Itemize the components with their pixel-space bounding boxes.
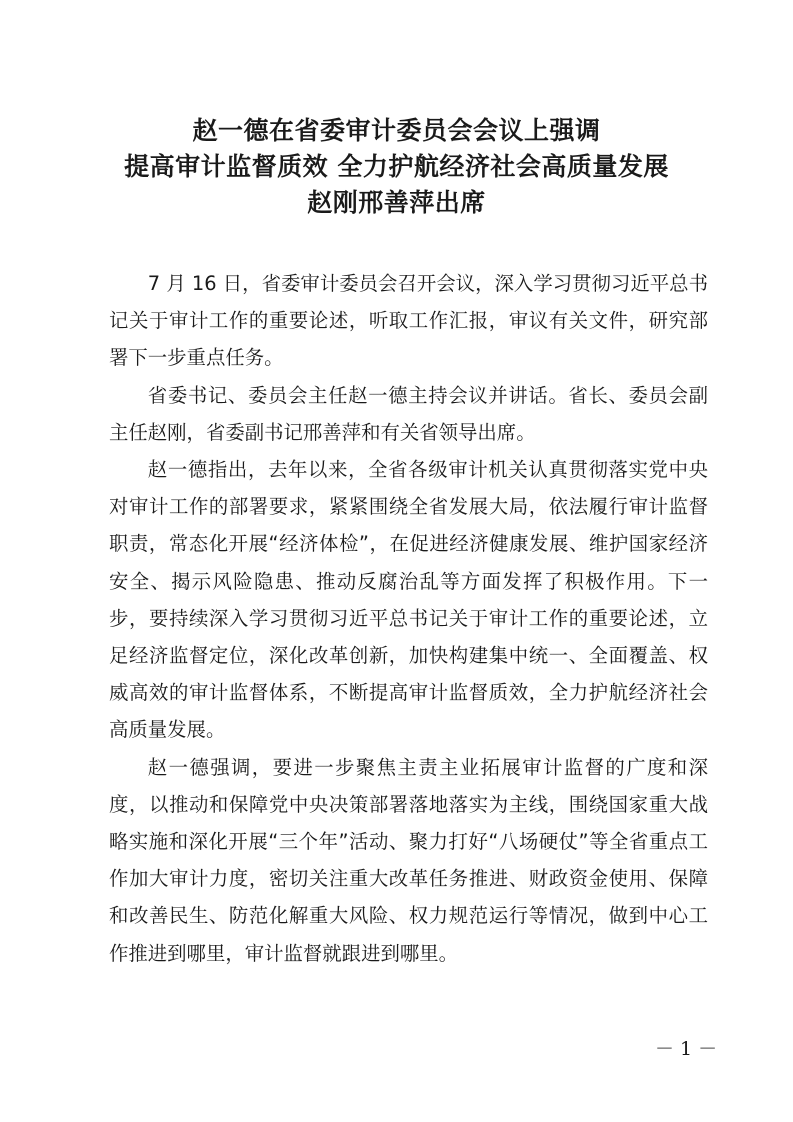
document-body [109, 265, 708, 972]
body-paragraph-4: 赵一德强调，要进一步聚焦主责主业拓展审计监督的广度和深度，以推动和保障党中央决策部署落地落实为主线，围绕国家重大战略实施和深化开展“三个年”活动、聚力打好“八场硬仗”等全省重点工作加大审计力度，密切关注重大改革任务推进、财政资金使用、保障和改善民生、防范化解重大风险、权力规范运行等情况，做到中心工作推进到哪里，审计监督就跟进到哪里。 [109, 755, 708, 965]
body-paragraph-1: 7 月 16 日，省委审计委员会召开会议，深入学习贯彻习近平总书记关于审计工作的重要论述，听取工作汇报，审议有关文件，研究部署下一步重点任务。 [109, 272, 708, 370]
page-number: － 1 － [655, 1038, 718, 1060]
body-paragraph-2: 省委书记、委员会主任赵一德主持会议并讲话。省长、委员会副主任赵刚，省委副书记邢善萍和有关省领导出席。 [109, 383, 708, 444]
title-line-2: 提高审计监督质效 全力护航经济社会高质量发展 [124, 152, 669, 181]
title-line-3: 赵刚邢善萍出席 [307, 188, 486, 217]
body-paragraph-3: 赵一德指出，去年以来，全省各级审计机关认真贯彻落实党中央对审计工作的部署要求，紧紧围绕全省发展大局，依法履行审计监督职责，常态化开展“经济体检”，在促进经济健康发展、维护国家经济安全、揭示风险隐患、推动反腐治乱等方面发挥了积极作用。下一步，要持续深入学习贯彻习近平总书记关于审计工作的重要论述，立足经济监督定位，深化改革创新，加快构建集中统一、全面覆盖、权威高效的审计监督体系，不断提高审计监督质效，全力护航经济社会高质量发展。 [109, 458, 708, 742]
title-line-1: 赵一德在省委审计委员会会议上强调 [192, 116, 601, 145]
document-title [60, 113, 733, 221]
